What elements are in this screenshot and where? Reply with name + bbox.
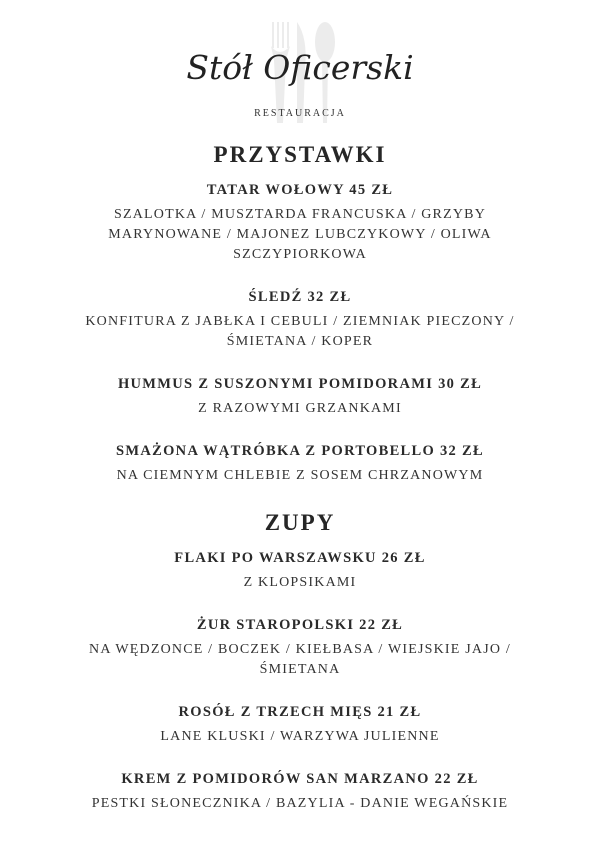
menu-item — [0, 289, 600, 352]
dish-name: ROSÓŁ Z TRZECH MIĘS 21 ZŁ — [178, 704, 422, 720]
menu-item — [0, 443, 600, 486]
dish-description: NA CIEMNYM CHLEBIE Z SOSEM CHRZANOWYM — [116, 468, 484, 483]
dish-name: HUMMUS Z SUSZONYMI POMIDORAMI 30 ZŁ — [117, 376, 483, 392]
dish-name: SMAŻONA WĄTRÓBKA Z PORTOBELLO 32 ZŁ — [116, 443, 484, 459]
menu-item — [0, 617, 600, 680]
section-title: PRZYSTAWKI — [213, 142, 387, 167]
menu-content — [0, 142, 600, 838]
dish-description: Z RAZOWYMI GRZANKAMI — [198, 401, 402, 416]
section-zupy — [0, 510, 600, 814]
dish-name: ŻUR STAROPOLSKI 22 ZŁ — [196, 617, 404, 633]
menu-item — [0, 376, 600, 419]
brand-name: Stół Oficerski — [186, 48, 414, 87]
menu-item — [0, 550, 600, 593]
dish-description: SZALOTKA / MUSZTARDA FRANCUSKA / GRZYBY MARYNOWANE / MAJONEZ LUBCZYKOWY / OLIWA SZCZYPIORKOWA — [108, 207, 492, 262]
menu-item — [0, 771, 600, 814]
dish-description: PESTKI SŁONECZNIKA / BAZYLIA - DANIE WEGAŃSKIE — [91, 796, 509, 811]
dish-name: ŚLEDŹ 32 ZŁ — [248, 289, 352, 305]
dish-description: LANE KLUSKI / WARZYWA JULIENNE — [160, 729, 440, 744]
dish-description: Z KLOPSIKAMI — [243, 575, 357, 590]
section-title: ZUPY — [264, 510, 336, 535]
brand-tagline: RESTAURACJA — [254, 108, 346, 119]
menu-item — [0, 704, 600, 747]
dish-description: KONFITURA Z JABŁKA I CEBULI / ZIEMNIAK PIECZONY / ŚMIETANA / KOPER — [85, 314, 515, 349]
dish-description: NA WĘDZONCE / BOCZEK / KIEŁBASA / WIEJSKIE JAJO / ŚMIETANA — [89, 642, 511, 677]
dish-name: KREM Z POMIDORÓW SAN MARZANO 22 ZŁ — [121, 771, 479, 787]
dish-name: FLAKI PO WARSZAWSKU 26 ZŁ — [174, 550, 426, 566]
restaurant-logo — [0, 18, 600, 128]
dish-name: TATAR WOŁOWY 45 ZŁ — [206, 182, 394, 198]
menu-item — [0, 182, 600, 265]
section-przystawki — [0, 142, 600, 486]
